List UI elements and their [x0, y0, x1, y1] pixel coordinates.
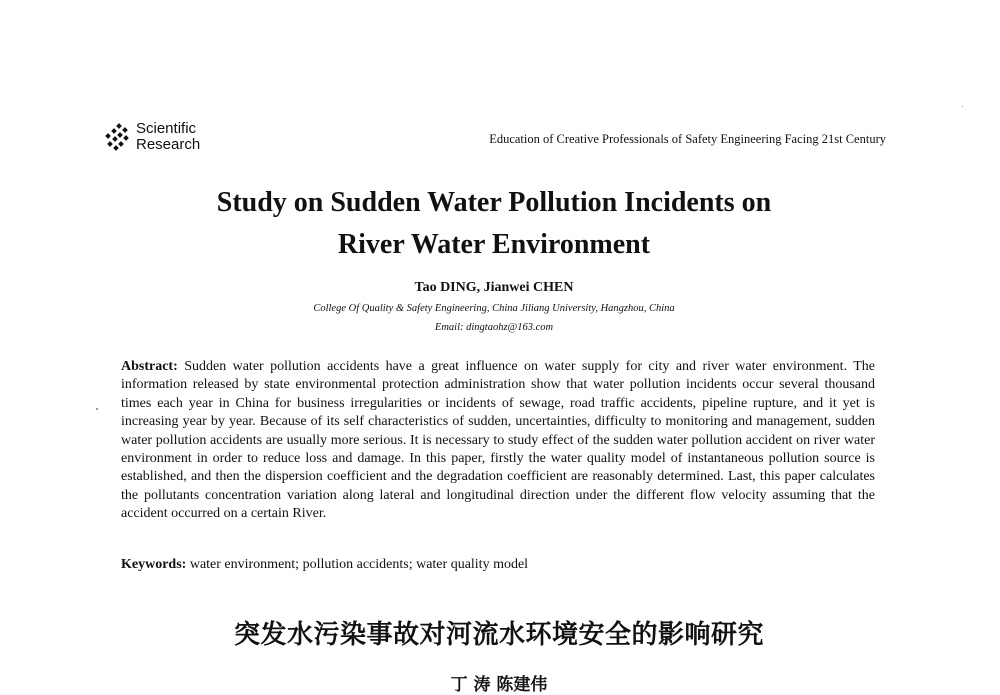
logo-line-2: Research: [136, 136, 201, 153]
paper-title: [0, 182, 988, 266]
running-header: Education of Creative Professionals of Safety Engineering Facing 21st Century: [489, 132, 886, 146]
email: Email: dingtaohz@163.com: [434, 322, 554, 333]
scan-speck: [962, 106, 963, 107]
chinese-authors: 丁 涛 陈建伟: [450, 675, 548, 695]
logo-line-1: Scientific: [136, 120, 197, 137]
affiliation: College Of Quality & Safety Engineering, China Jiliang University, Hangzhou, China: [313, 303, 675, 314]
keywords-text: water environment; pollution accidents; water quality model: [189, 557, 529, 572]
title-line-2: River Water Environment: [337, 229, 651, 260]
abstract-label: Abstract:: [121, 359, 178, 374]
abstract: [121, 358, 875, 524]
keywords-label: Keywords:: [121, 557, 187, 572]
chinese-title: 突发水污染事故对河流水环境安全的影响研究: [233, 620, 764, 650]
keywords: [121, 557, 875, 573]
title-line-1: Study on Sudden Water Pollution Incidents on: [216, 187, 772, 218]
authors: Tao DING, Jianwei CHEN: [414, 280, 574, 295]
scan-speck: [96, 408, 98, 410]
abstract-text: Sudden water pollution accidents have a great influence on water supply for city and river water environment. The information released by state environmental protection administration show that water pollution incidents occur several thousand times each year in China for business irregularities or incidents of sewage, road traffic accidents, pipeline rupture, and it yet is increasing year by year. Because of its self characteristics of sudden, uncertainties, difficulty to monitoring and management, sudden water pollution accidents are usually more serious. It is necessary to study effect of the sudden water pollution accident on river water environment in order to reduce loss and damage. In this paper, firstly the water quality model of instantaneous pollution source is established, and then the dispersion coefficient and the degradation coefficient are reasonably determined. Last, this paper calculates the pollutants concentration variation along lateral and longitudinal direction under the different flow velocity assuming that the accident occurred on a certain River.: [121, 359, 875, 522]
